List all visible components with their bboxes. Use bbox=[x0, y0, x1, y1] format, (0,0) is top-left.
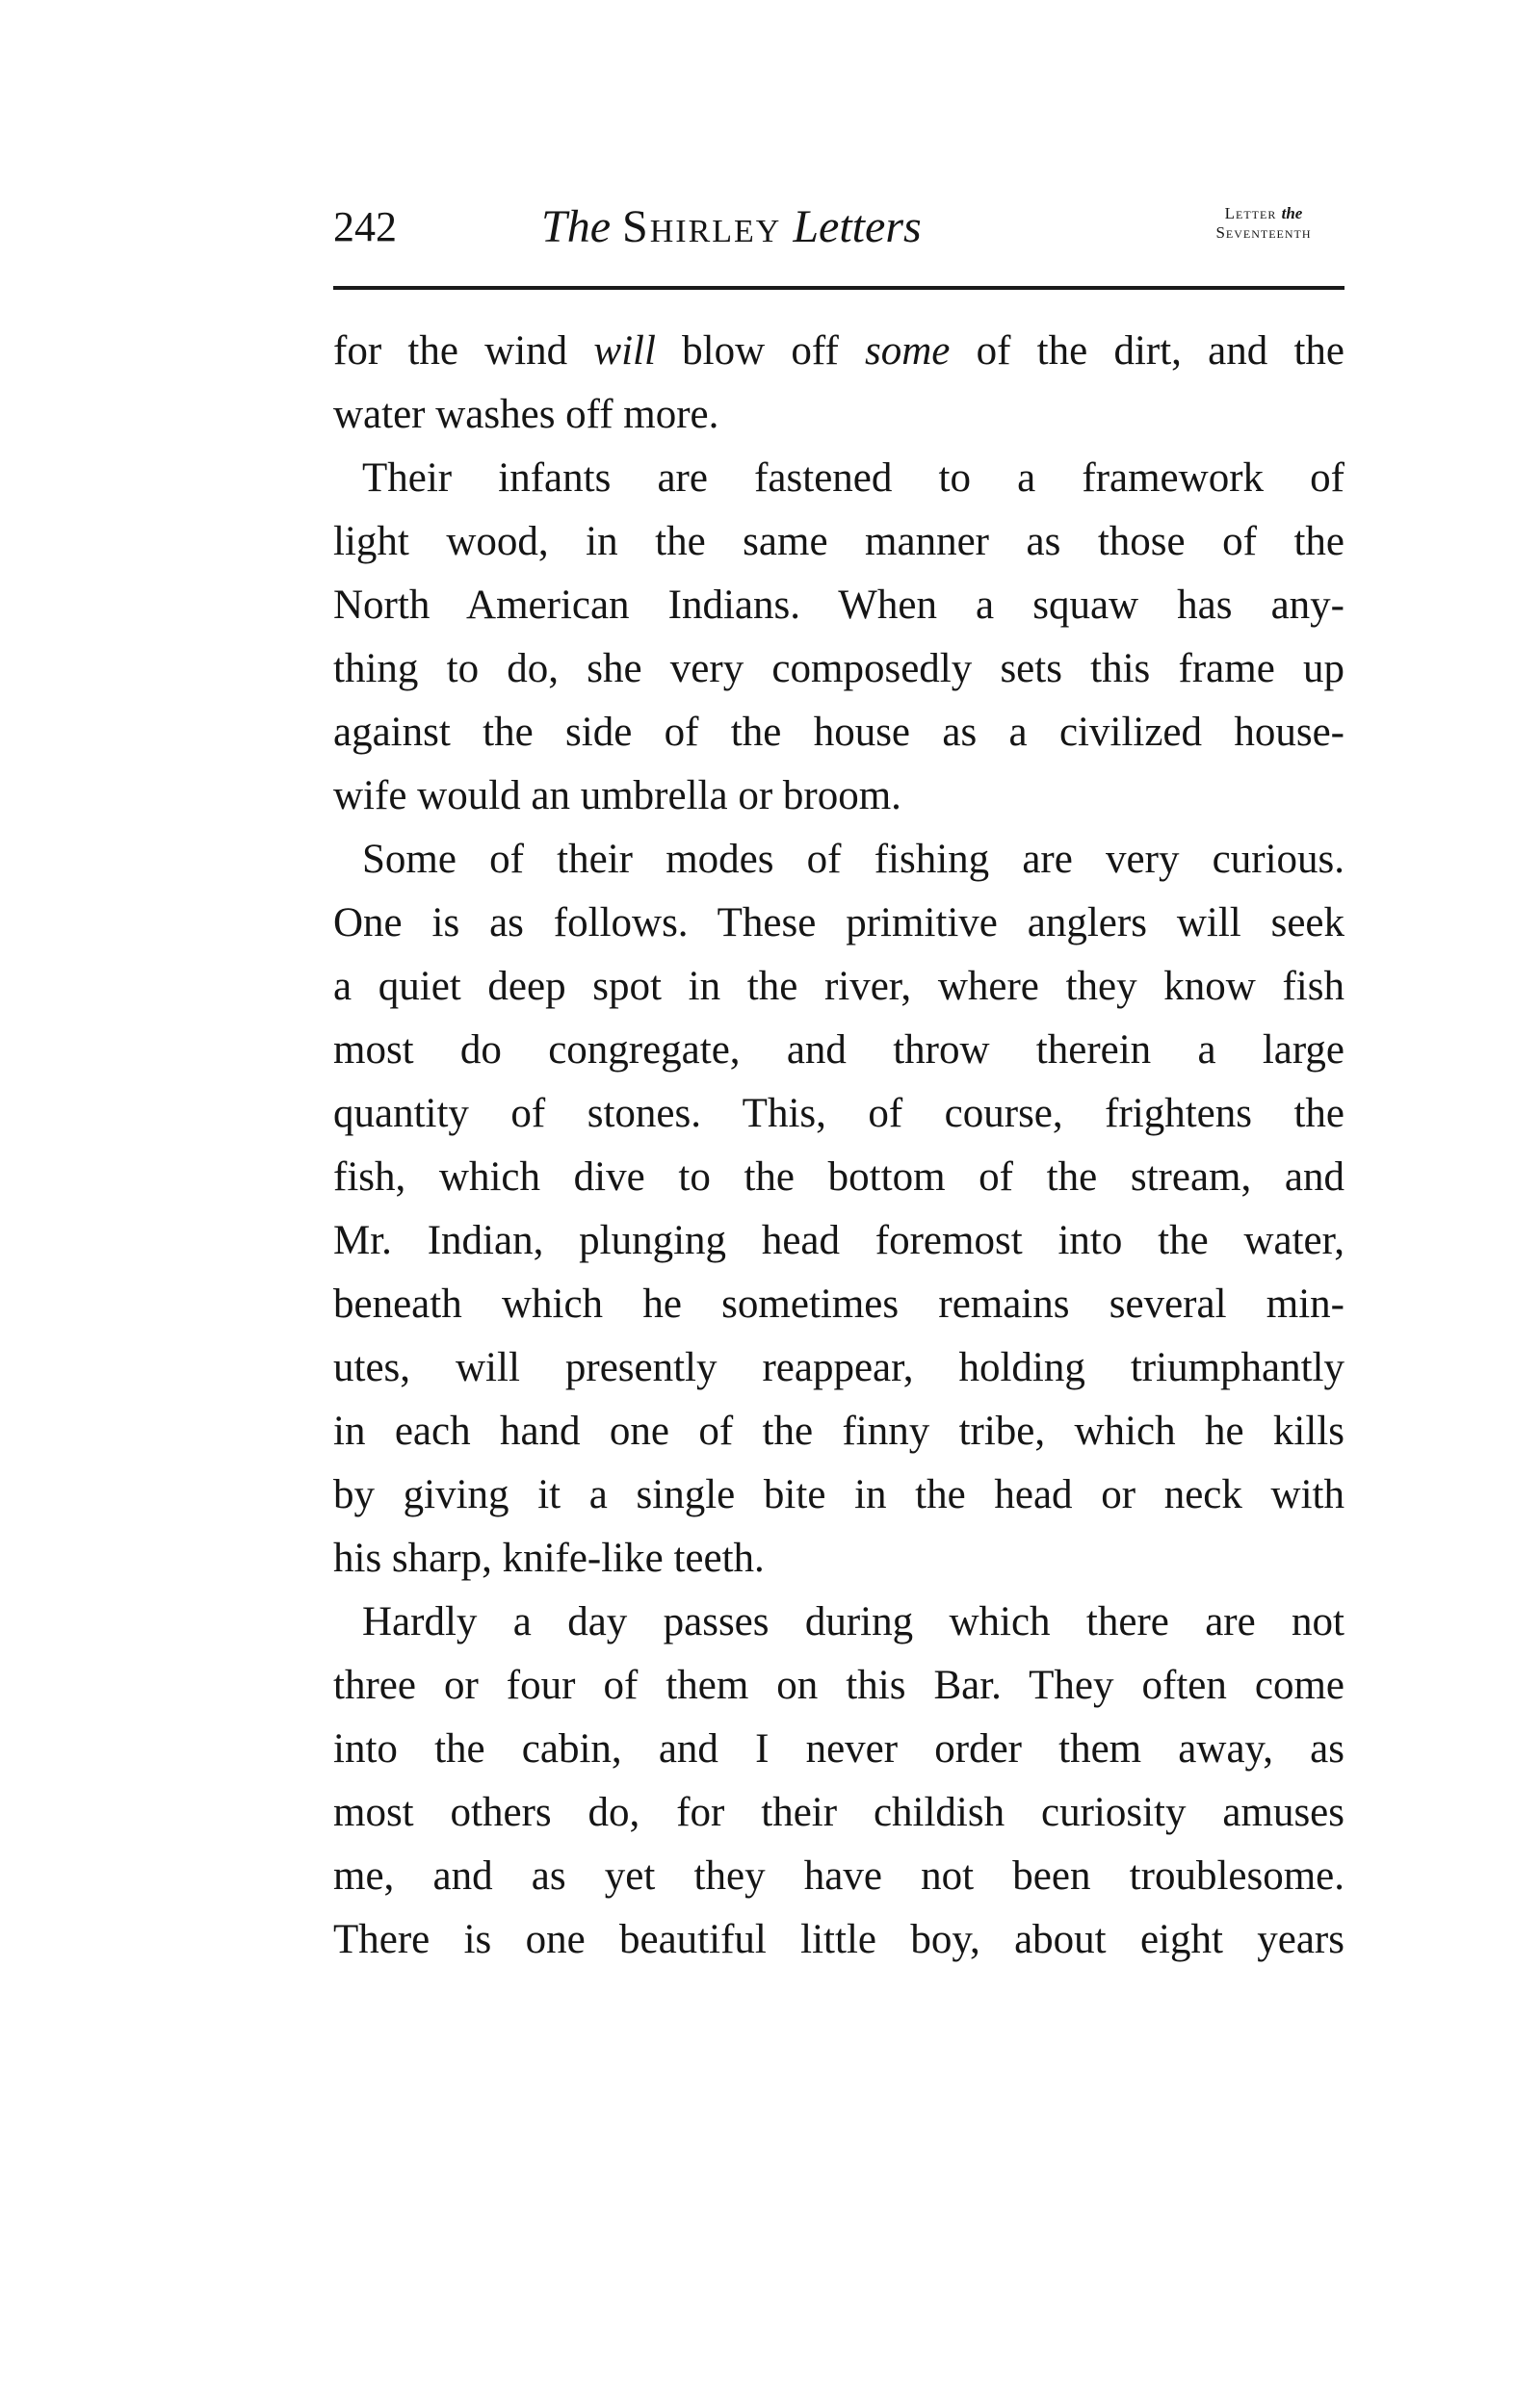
text-line: North American Indians. When a squaw has any- bbox=[333, 583, 1344, 628]
title-the: The bbox=[541, 201, 611, 252]
emphasis-will: will bbox=[593, 328, 656, 374]
text-line: three or four of them on this Bar. They often come bbox=[333, 1663, 1344, 1708]
emphasis-some: some bbox=[865, 328, 951, 374]
text-line: in each hand one of the finny tribe, which he kills bbox=[333, 1409, 1344, 1454]
text-line: wife would an umbrella or broom. bbox=[333, 773, 901, 818]
letter-word: Letter bbox=[1224, 204, 1277, 222]
text-line: Hardly a day passes during which there are not bbox=[362, 1599, 1344, 1644]
text-line: Their infants are fastened to a framework of bbox=[362, 455, 1344, 501]
running-title bbox=[541, 200, 922, 254]
text-line: by giving it a single bite in the head or neck with bbox=[333, 1472, 1344, 1517]
text-line: a quiet deep spot in the river, where they know fish bbox=[333, 964, 1344, 1009]
text-line: There is one beautiful little boy, about eight years bbox=[333, 1917, 1344, 1962]
text-line: his sharp, knife-like teeth. bbox=[333, 1536, 765, 1581]
running-header bbox=[333, 200, 1344, 268]
text-line: quantity of stones. This, of course, frightens the bbox=[333, 1091, 1344, 1136]
body-text bbox=[333, 320, 1344, 1972]
letter-label-line1 bbox=[1181, 204, 1346, 223]
text-line: into the cabin, and I never order them away, as bbox=[333, 1726, 1344, 1772]
text-line: water washes off more. bbox=[333, 392, 719, 437]
text-line: utes, will presently reappear, holding triumphantly bbox=[333, 1345, 1344, 1390]
text-line: against the side of the house as a civilized house- bbox=[333, 710, 1344, 755]
text-line: thing to do, she very composedly sets this frame up bbox=[333, 646, 1344, 691]
text-line: most do congregate, and throw therein a large bbox=[333, 1027, 1344, 1073]
text-line: Mr. Indian, plunging head foremost into the water, bbox=[333, 1218, 1344, 1263]
text-line: beneath which he sometimes remains several min- bbox=[333, 1282, 1344, 1327]
letter-ordinal: Seventeenth bbox=[1215, 223, 1312, 242]
text-line: me, and as yet they have not been troublesome. bbox=[333, 1853, 1344, 1899]
text-line: most others do, for their childish curiosity amuses bbox=[333, 1790, 1344, 1835]
text-line: for the wind will blow off some of the dirt, and the bbox=[333, 328, 1344, 374]
header-rule bbox=[333, 286, 1344, 290]
letter-the: the bbox=[1281, 204, 1303, 222]
letter-label bbox=[1181, 204, 1346, 243]
title-shirley: Shirley bbox=[622, 201, 782, 252]
title-letters: Letters bbox=[793, 201, 922, 252]
text-line: light wood, in the same manner as those of the bbox=[333, 519, 1344, 564]
page-number: 242 bbox=[333, 203, 397, 250]
text-line: Some of their modes of fishing are very curious. bbox=[362, 837, 1344, 882]
text-line: One is as follows. These primitive anglers will seek bbox=[333, 900, 1344, 945]
text-line: fish, which dive to the bottom of the stream, and bbox=[333, 1154, 1344, 1200]
